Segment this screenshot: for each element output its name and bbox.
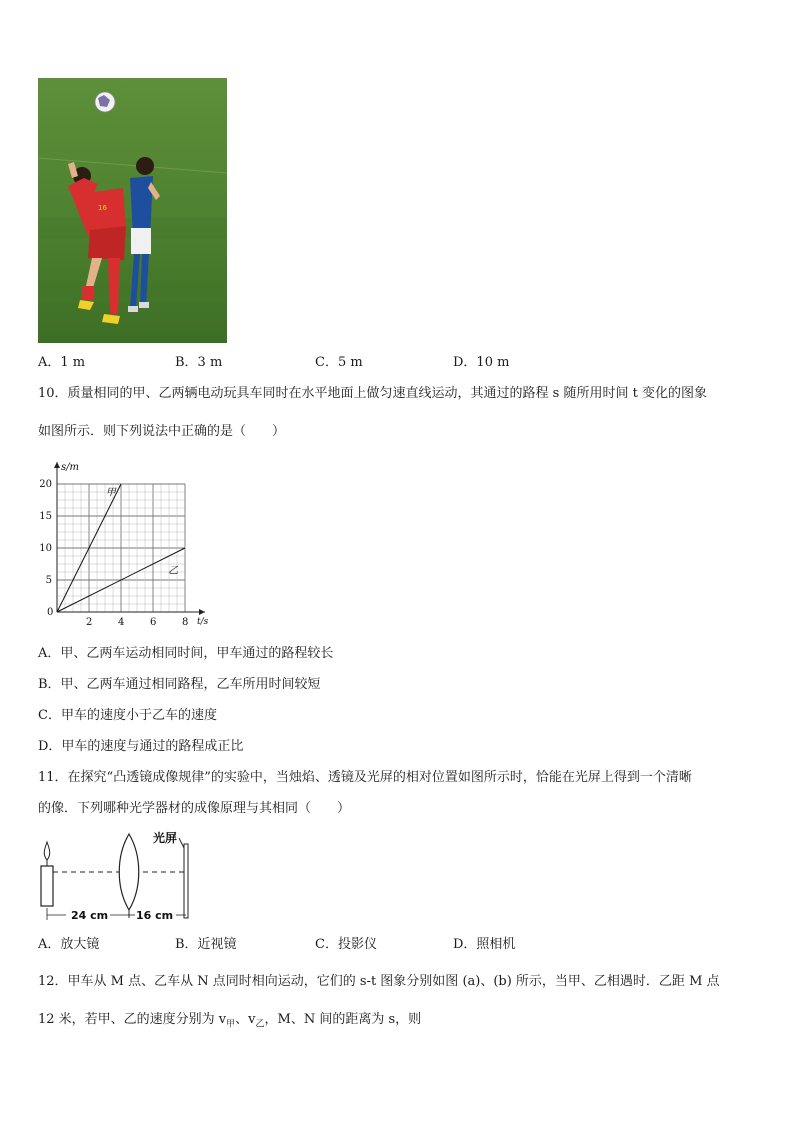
candle-icon	[41, 866, 53, 906]
y-tick-label: 15	[39, 511, 52, 522]
q12-line2-part2: 、v	[235, 1012, 256, 1027]
q12-line2-part3: ，M、N 间的距离为 s，则	[264, 1012, 422, 1027]
q11-lens-diagram	[38, 826, 198, 926]
x-tick-label: 4	[118, 617, 125, 628]
light-screen-icon	[184, 844, 188, 918]
q12-stem-line2	[38, 1012, 421, 1033]
q10-stem-line2: 如图所示．则下列说法中正确的是（ ）	[38, 424, 286, 439]
dist-right-label: 16 cm	[136, 909, 174, 922]
q10-stem-line1: 10．质量相同的甲、乙两辆电动玩具车同时在水平地面上做匀速直线运动，其通过的路程 s 随所用时间 t 变化的图象	[38, 386, 707, 401]
series-label-yi: 乙	[168, 565, 179, 577]
candle-flame-icon	[44, 842, 49, 860]
y-axis-label: s/m	[61, 462, 79, 473]
q11-option-a: A．放大镜	[38, 937, 100, 952]
q10-chart	[38, 458, 218, 628]
x-tick-label: 2	[86, 617, 93, 628]
q11-option-d: D．照相机	[453, 937, 516, 952]
convex-lens-icon	[119, 834, 139, 910]
q10-option-d: D．甲车的速度与通过的路程成正比	[38, 739, 244, 754]
q12-sub-jia: 甲	[226, 1019, 236, 1030]
q10-option-a: A．甲、乙两车运动相同时间，甲车通过的路程较长	[38, 646, 334, 661]
q9-option-a: A．1 m	[38, 355, 86, 370]
q11-option-c: C．投影仪	[315, 937, 377, 952]
q11-stem-line2: 的像．下列哪种光学器材的成像原理与其相同（ ）	[38, 801, 351, 816]
x-tick-label: 0	[47, 607, 54, 618]
y-axis-arrow	[54, 462, 60, 468]
series-label-jia: 甲	[105, 487, 116, 499]
q11-option-b: B．近视镜	[175, 937, 237, 952]
q9-option-b: B．3 m	[175, 355, 223, 370]
q11-stem-line1: 11．在探究“凸透镜成像规律”的实验中，当烛焰、透镜及光屏的相对位置如图所示时，恰能在光屏上得到一个清晰	[38, 770, 692, 785]
soccer-photo	[38, 78, 227, 343]
q12-sub-yi: 乙	[255, 1019, 265, 1030]
q12-stem-line1: 12．甲车从 M 点、乙车从 N 点同时相向运动，它们的 s-t 图象分别如图 (a)、(b) 所示，当甲、乙相遇时．乙距 M 点	[38, 974, 720, 989]
y-tick-label: 20	[39, 479, 52, 490]
q10-option-b: B．甲、乙两车通过相同路程，乙车所用时间较短	[38, 677, 321, 692]
dist-left-label: 24 cm	[71, 909, 109, 922]
x-axis-label: t/s	[197, 617, 209, 627]
y-tick-label: 10	[39, 543, 52, 554]
q9-option-c: C．5 m	[315, 355, 363, 370]
x-axis-arrow	[199, 609, 205, 615]
q9-option-d: D．10 m	[453, 355, 510, 370]
screen-label: 光屏	[153, 831, 178, 845]
x-tick-label: 8	[182, 617, 189, 628]
q10-option-c: C．甲车的速度小于乙车的速度	[38, 708, 217, 723]
x-tick-label: 6	[150, 617, 157, 628]
q12-line2-part1: 12 米，若甲、乙的速度分别为 v	[38, 1012, 227, 1027]
svg-text:16: 16	[98, 204, 107, 212]
y-tick-label: 5	[45, 575, 52, 586]
